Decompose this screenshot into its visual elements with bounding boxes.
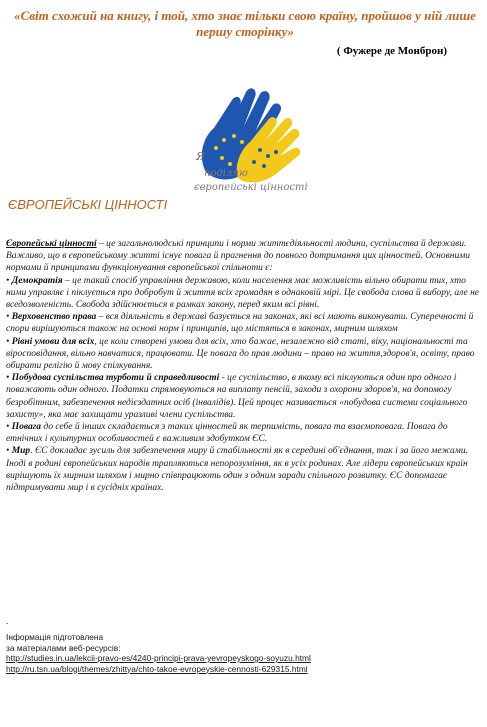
intro-paragraph bbox=[6, 238, 480, 275]
logo-text-values: європейські цінності bbox=[194, 182, 308, 193]
bullet: • bbox=[6, 336, 12, 347]
item-term: Побудова суспільства турботи й справедливості bbox=[11, 373, 220, 384]
item-text: - це суспільство, в якому всі піклуються один про одного і поважають один одного. Податки спрямовуються на виплату пенсій, заходи з охорони здоров'я, на допомогу безробітним, забезпечення недієздатних осіб (інвалідів). Цей процес називається «побудова системи соціального захисту», яка має захищати уразливі члени суспільства. bbox=[6, 373, 468, 420]
item-text: – вся діяльність в державі базується на законах, які всі мають виконувати. Суперечності й спори вирішуються також на основі норм і принципів, що містяться в законах, мирним шляхом bbox=[6, 312, 474, 335]
item-text: . ЄС докладає зусиль для забезпечення миру й стабільності як в середині об'єднання, так і за його межами. Іноді в родині європейських народів трапляються непорозуміння, як в усіх родинах. Але лідери європейських країн вирішують їх мирним шляхом і мирно співпрацюють один з одним заради спільного розвитку. ЄС допомагає підтримувати мир і в сусідніх країнах. bbox=[6, 446, 468, 494]
logo-text-podilyayu: поділяю bbox=[204, 168, 248, 179]
epigraph-quote: «Світ схожий на книгу, і той, хто знає тільки свою країну, пройшов у ній лише першу сторінку» bbox=[14, 8, 476, 39]
list-item bbox=[6, 372, 480, 421]
list-item bbox=[6, 445, 480, 494]
section-title: ЄВРОПЕЙСЬКІ ЦІННОСТІ bbox=[8, 197, 168, 212]
footer-line-1: Інформація підготовлена bbox=[6, 632, 104, 642]
intro-text: – це загальнолюдські принципи і норми життєдіяльності людини, суспільства й держави. Важливо, що в європейському житті існує повага й прагнення до повного дотримання цих цінностей. Основними нормами й принципами функціонування європейської спільноти є: bbox=[6, 239, 471, 274]
item-text: до себе й інших складається з таких цінностей як терпимість, повага та взаємоповага. Повага до етнічних і культурних особливостей є важливим здобутком ЄС. bbox=[6, 422, 448, 445]
list-item bbox=[6, 311, 480, 335]
stray-mark: . bbox=[6, 616, 9, 626]
sources-footer bbox=[6, 632, 311, 674]
item-text: , це коли створені умови для всіх, хто бажає, незалежно від статі, віку, національності та віросповідання, вільно навчатися, працювати. Це повага до прав людини – право на життя,здоров'я, освіту, право обирати релігію й мову спілкування. bbox=[6, 336, 475, 372]
epigraph-author: ( Фужере де Монброн) bbox=[336, 45, 447, 57]
logo-text-ya: Я bbox=[196, 150, 205, 163]
item-text: – це такий спосіб управління державою, коли населення має можливість вільно обирати тих, хто ними управляє і піклується про добробут й життя всіх громадян в однаковій мірі. Це свобода слова й вибору, але не вседозволеність. Свобода здійснюється в рамках закону, перед яким всі рівні. bbox=[6, 275, 480, 311]
list-item bbox=[6, 336, 480, 373]
article-body bbox=[6, 238, 480, 494]
bullet: • bbox=[6, 275, 12, 286]
item-term: Рівні умови для всіх bbox=[11, 336, 95, 347]
item-term: Мир bbox=[11, 446, 31, 457]
bullet: • bbox=[6, 373, 12, 384]
source-link-2[interactable]: http://ru.tsn.ua/blogi/themes/zhittya/chto-takoe-evropeyskie-cennosti-629315.html bbox=[6, 663, 308, 674]
item-term: Демократія bbox=[11, 275, 63, 286]
item-term: Верховенство права bbox=[11, 312, 97, 323]
bullet: • bbox=[6, 446, 12, 457]
list-item bbox=[6, 421, 480, 445]
item-term: Повага bbox=[11, 422, 42, 433]
source-link-1[interactable]: http://studies.in.ua/lekcii-pravo-es/4240-principi-prava-yevropeyskogo-soyuzu.html bbox=[6, 653, 311, 663]
bullet: • bbox=[6, 422, 12, 433]
list-item bbox=[6, 275, 480, 312]
footer-line-2: за матеріалами веб-ресурсів: bbox=[6, 642, 121, 653]
bullet: • bbox=[6, 312, 12, 323]
intro-term: Європейські цінності bbox=[6, 239, 97, 249]
